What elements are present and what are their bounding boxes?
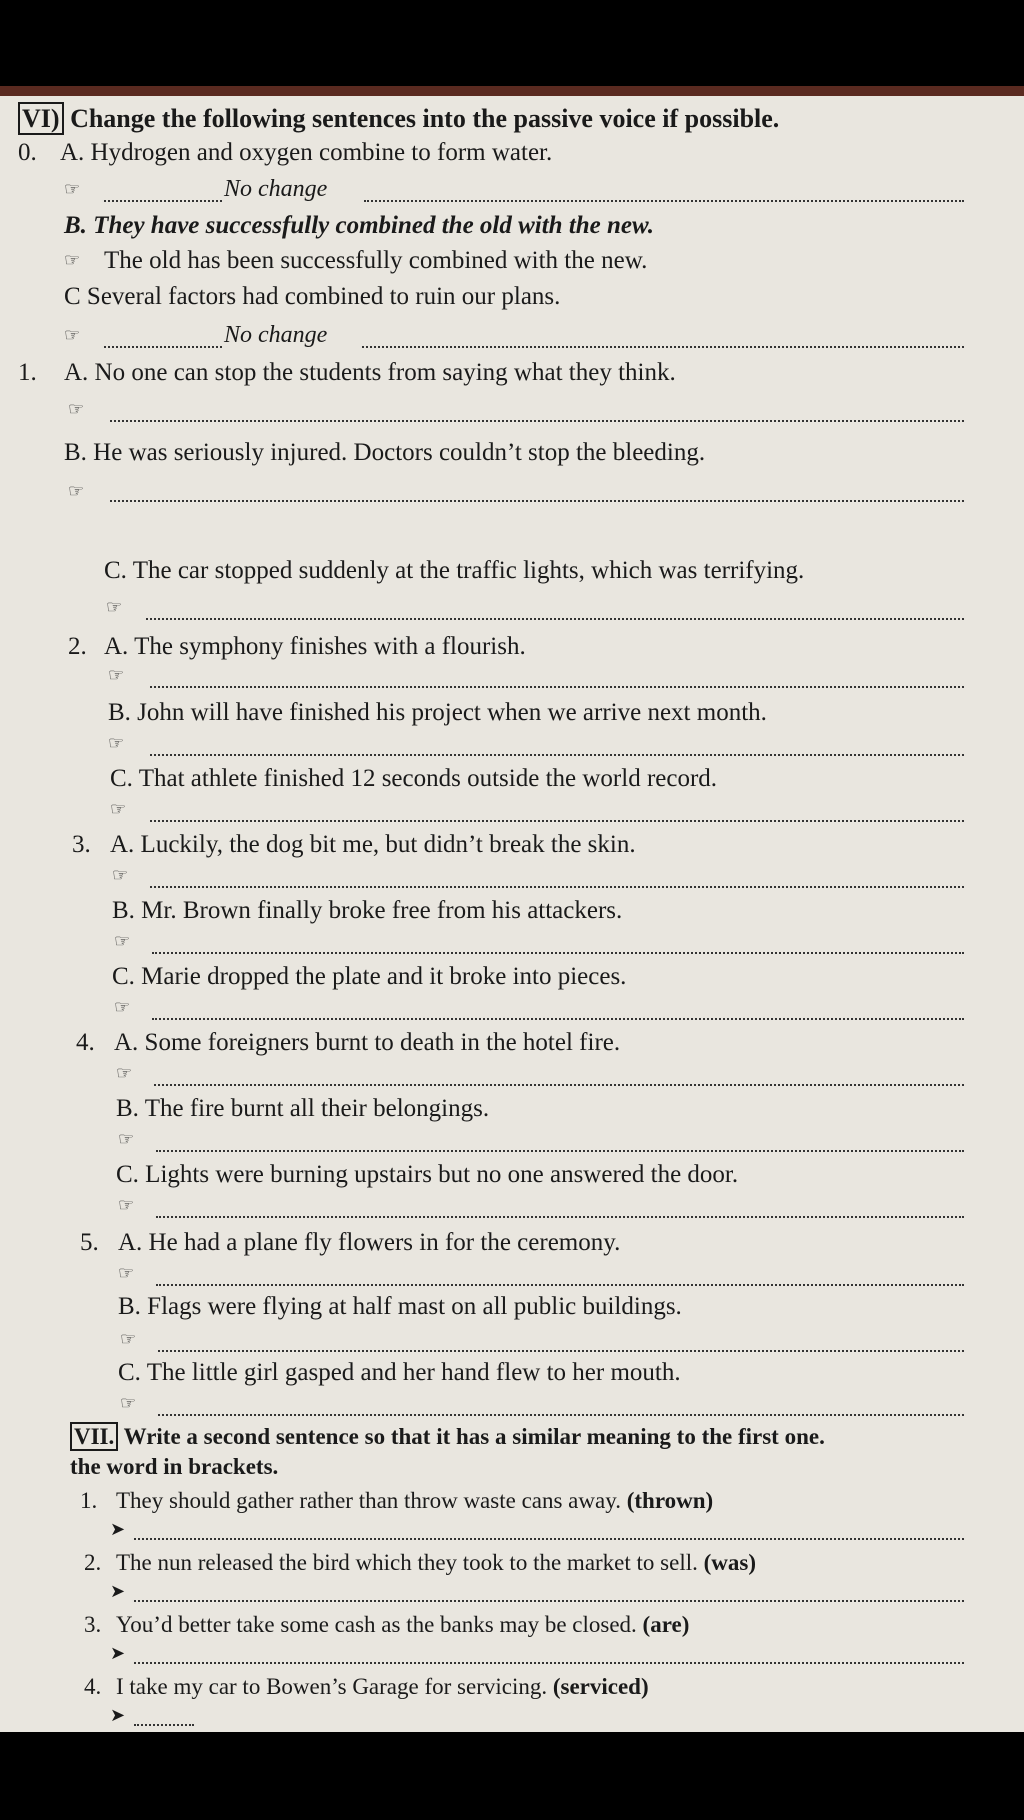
ex3-b-sentence: B. Mr. Brown finally broke free from his attackers. xyxy=(112,897,623,924)
ex5-b-answer-line[interactable] xyxy=(158,1350,964,1352)
vii-item-2-text: The nun released the bird which they took to the market to sell. xyxy=(116,1550,698,1575)
ex1-b-answer-line[interactable] xyxy=(110,500,964,502)
worksheet-page xyxy=(0,86,1024,1732)
ex5-a-answer-line[interactable] xyxy=(156,1284,964,1286)
vii-item-4-answer-line[interactable] xyxy=(134,1724,194,1726)
ex3-num: 3. xyxy=(72,831,91,858)
ex4-b-sentence: B. The fire burnt all their belongings. xyxy=(116,1095,490,1122)
pointing-hand-icon: ☞ xyxy=(110,799,127,819)
ex5-num: 5. xyxy=(80,1229,99,1256)
ex2-a-answer-line[interactable] xyxy=(150,686,964,688)
pointing-hand-icon: ☞ xyxy=(118,1195,135,1215)
vii-item-2 xyxy=(116,1548,756,1578)
vii-item-2-word: (was) xyxy=(703,1550,757,1575)
ex2-a-sentence: A. The symphony finishes with a flourish. xyxy=(104,633,526,660)
vii-item-3-word: (are) xyxy=(642,1612,690,1637)
ex4-c-answer-line[interactable] xyxy=(156,1216,964,1218)
pointing-hand-icon: ☞ xyxy=(112,865,129,885)
section-vi-number: VI) xyxy=(18,102,64,135)
section-vi-title: Change the following sentences into the passive voice if possible. xyxy=(70,104,780,133)
ex1-c-sentence: C. The car stopped suddenly at the traffic lights, which was terrifying. xyxy=(104,557,805,584)
pointing-hand-icon: ☞ xyxy=(116,1063,133,1083)
pointing-hand-icon: ☞ xyxy=(68,399,85,419)
pointing-hand-icon: ☞ xyxy=(118,1263,135,1283)
vii-item-1 xyxy=(116,1486,713,1516)
ex0-a-answer-line-left xyxy=(104,200,222,202)
ex3-a-sentence: A. Luckily, the dog bit me, but didn’t break the skin. xyxy=(110,831,636,858)
ex3-b-answer-line[interactable] xyxy=(152,952,964,954)
ex4-num: 4. xyxy=(76,1029,95,1056)
ex2-num: 2. xyxy=(68,633,87,660)
ex3-c-answer-line[interactable] xyxy=(152,1018,964,1020)
vii-item-3-text: You’d better take some cash as the banks may be closed. xyxy=(116,1612,637,1637)
vii-item-1-word: (thrown) xyxy=(626,1488,714,1513)
vii-item-4-word: (serviced) xyxy=(552,1674,649,1699)
ex0-a-answer: No change xyxy=(224,176,328,202)
section-vii-title-line2: the word in brackets. xyxy=(70,1454,279,1479)
vii-item-4 xyxy=(116,1672,649,1702)
pointing-hand-icon: ☞ xyxy=(108,733,125,753)
ex1-c-answer-line[interactable] xyxy=(146,618,964,620)
section-vi-heading xyxy=(18,104,779,134)
ex1-a-answer-line[interactable] xyxy=(110,420,964,422)
pointing-hand-icon: ☞ xyxy=(114,931,131,951)
vii-item-3 xyxy=(116,1610,689,1640)
pointing-hand-icon: ☞ xyxy=(120,1329,137,1349)
section-vii-heading xyxy=(70,1422,825,1452)
arrow-icon: ➤ xyxy=(110,1705,126,1725)
ex2-c-sentence: C. That athlete finished 12 seconds outside the world record. xyxy=(110,765,718,792)
ex0-b-answer: The old has been successfully combined with the new. xyxy=(104,247,648,274)
ex2-b-answer-line[interactable] xyxy=(150,754,964,756)
ex0-c-answer: No change xyxy=(224,322,328,348)
vii-item-1-answer-line[interactable] xyxy=(134,1538,964,1540)
pointing-hand-icon: ☞ xyxy=(120,1393,137,1413)
ex1-b-sentence: B. He was seriously injured. Doctors couldn’t stop the bleeding. xyxy=(64,439,706,466)
arrow-icon: ➤ xyxy=(110,1581,126,1601)
ex0-a-answer-line-right xyxy=(364,200,964,202)
pointing-hand-icon: ☞ xyxy=(106,597,123,617)
ex4-c-sentence: C. Lights were burning upstairs but no one answered the door. xyxy=(116,1161,739,1188)
vii-item-3-answer-line[interactable] xyxy=(134,1662,964,1664)
vii-item-4-num: 4. xyxy=(84,1674,102,1699)
ex5-c-sentence: C. The little girl gasped and her hand flew to her mouth. xyxy=(118,1359,681,1386)
section-vii-title: Write a second sentence so that it has a similar meaning to the first one. xyxy=(123,1424,825,1449)
section-vii-number: VII. xyxy=(70,1422,118,1451)
vii-item-3-num: 3. xyxy=(84,1612,102,1637)
pointing-hand-icon: ☞ xyxy=(114,997,131,1017)
arrow-icon: ➤ xyxy=(110,1519,126,1539)
pointing-hand-icon: ☞ xyxy=(68,481,85,501)
ex1-num: 1. xyxy=(18,359,37,386)
ex2-c-answer-line[interactable] xyxy=(150,820,964,822)
pointing-hand-icon: ☞ xyxy=(64,250,81,270)
pointing-hand-icon: ☞ xyxy=(64,325,81,345)
pointing-hand-icon: ☞ xyxy=(64,179,81,199)
ex1-a-sentence: A. No one can stop the students from saying what they think. xyxy=(64,359,676,386)
arrow-icon: ➤ xyxy=(110,1643,126,1663)
ex3-c-sentence: C. Marie dropped the plate and it broke into pieces. xyxy=(112,963,627,990)
page-top-band xyxy=(0,86,1024,96)
ex4-b-answer-line[interactable] xyxy=(156,1150,964,1152)
pointing-hand-icon: ☞ xyxy=(108,665,125,685)
ex5-b-sentence: B. Flags were flying at half mast on all public buildings. xyxy=(118,1293,682,1320)
ex0-a-sentence: A. Hydrogen and oxygen combine to form water. xyxy=(60,139,553,166)
ex2-b-sentence: B. John will have finished his project when we arrive next month. xyxy=(108,699,767,726)
ex5-c-answer-line[interactable] xyxy=(158,1414,964,1416)
ex4-a-answer-line[interactable] xyxy=(154,1084,964,1086)
ex3-a-answer-line[interactable] xyxy=(150,886,964,888)
vii-item-1-text: They should gather rather than throw waste cans away. xyxy=(116,1488,621,1513)
ex0-c-sentence: C Several factors had combined to ruin our plans. xyxy=(64,283,561,310)
ex0-c-answer-line-left xyxy=(104,346,222,348)
ex4-a-sentence: A. Some foreigners burnt to death in the hotel fire. xyxy=(114,1029,621,1056)
vii-item-4-text: I take my car to Bowen’s Garage for servicing. xyxy=(116,1674,548,1699)
ex5-a-sentence: A. He had a plane fly flowers in for the ceremony. xyxy=(118,1229,621,1256)
ex0-b-sentence: B. They have successfully combined the old with the new. xyxy=(64,212,655,239)
vii-item-2-answer-line[interactable] xyxy=(134,1600,964,1602)
ex0-c-answer-line-right xyxy=(362,346,964,348)
vii-item-1-num: 1. xyxy=(80,1488,98,1513)
ex0-num: 0. xyxy=(18,139,37,166)
vii-item-2-num: 2. xyxy=(84,1550,102,1575)
pointing-hand-icon: ☞ xyxy=(118,1129,135,1149)
